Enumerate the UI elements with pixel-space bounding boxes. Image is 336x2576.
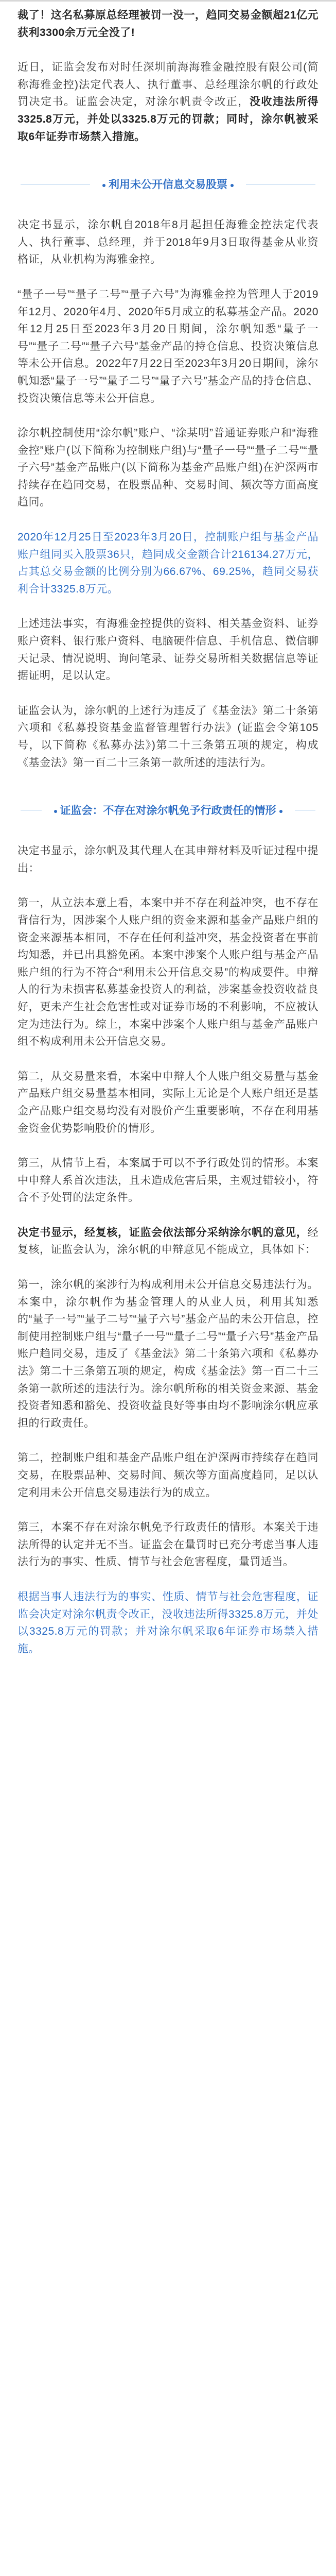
bullet-dot-icon bbox=[54, 810, 57, 813]
intro-paragraph: 裁了！这名私募原总经理被罚一没一，趋同交易金额超21亿元获利3300余万元全没了! bbox=[17, 9, 319, 39]
review-point-2: 第二，控制账户组和基金产品账户组在沪深两市持续存在趋同交易，在股票品种、交易时间、频次等方面高度趋同，足以认定利用未公开信息交易违法行为的成立。 bbox=[17, 1452, 319, 1499]
penalty-paragraph: 根据当事人违法行为的事实、性质、情节与社会危害程度，证监会决定对涂尔帆责令改正，没收违法所得3325.8万元，并处以3325.8万元的罚款；并对涂尔帆采取6年证券市场禁入措施。 bbox=[17, 1590, 319, 1655]
summary-paragraph bbox=[17, 59, 319, 145]
fact-paragraph-2: “量子一号”“量子二号”“量子六号”为海雅金控为管理人于2019年12月、2020年4月、2020年5月成立的私募基金产品。2020年12月25日至2023年3月20日期间，涂尔帆知悉“量子一号”“量子二号”“量子六号”基金产品的持仓信息、投资决策信息等未公开信息。2022年7月22日至2023年3月20日期间，涂尔帆知悉“量子一号”“量子二号”“量子六号”基金产品的持仓信息、投资决策信息等未公开信息。 bbox=[17, 288, 319, 404]
ruling-paragraph: 证监会认为，涂尔帆的上述行为违反了《基金法》第二十条第六项和《私募投资基金监督管理暂行办法》(证监会令第105号，以下简称《私募办法》)第二十三条第五项的规定，构成《基金法》第一百二十三条第一款所述的违法行为。 bbox=[17, 704, 319, 769]
top-divider bbox=[0, 0, 336, 2]
section-title-1: 利用未公开信息交易股票 bbox=[90, 176, 246, 192]
defense-point-1: 第一，从立法本意上看，本案中并不存在利益冲突，也不存在背信行为，因涉案个人账户组的资金来源和基金产品账户组的资金来源基本相同，不存在任何利益冲突，基金投资者在事前均知悉，并已出具豁免函。本案中涉案个人账户组与基金产品账户组的行为不符合“利用未公开信息交易”的构成要件。申辩人的行为未损害私募基金投资人的利益，涉案基金投资收益良好，更未产生社会危害性或对证券市场的不利影响，不应被认定为违法行为。综上，本案中涉案个人账户组与基金产品账户组不构成利用未公开信息交易。 bbox=[17, 897, 319, 1048]
fact-paragraph-1: 决定书显示，涂尔帆自2018年8月起担任海雅金控法定代表人、执行董事、总经理，并于2018年9月3日取得基金从业资格证，从业机构为海雅金控。 bbox=[17, 219, 319, 266]
fact-paragraph-3: 涂尔帆控制使用“涂尔帆”账户、“涂某明”普通证券账户和“海雅金控”账户(以下简称为控制账户组)与“量子一号”“量子二号”“量子六号”基金产品账户(以下简称为基金产品账户组)在沪深两市持续存在趋同交易，在股票品种、交易时间、频次等方面高度趋同。 bbox=[17, 427, 319, 509]
trading-stats-paragraph: 2020年12月25日至2023年3月20日，控制账户组与基金产品账户组同买入股票36只，趋同成交金额合计216134.27万元，占其总交易金额的比例分别为66.67%、69.25%，趋同交易获利合计3325.8万元。 bbox=[17, 531, 319, 595]
review-point-1: 第一，涂尔帆的案涉行为构成利用未公开信息交易违法行为。本案中，涂尔帆作为基金管理人的从业人员，利用其知悉的“量子一号”“量子二号”“量子六号”基金产品的未公开信息，控制使用控制账户组与“量子一号”“量子二号”“量子六号”基金产品账户趋同交易，违反了《基金法》第二十条第六项和《私募办法》第二十三条第五项的规定，构成《基金法》第一百二十三条第一款所述的违法行为。涂尔帆所称的相关资金来源、基金投资者知悉和豁免、投资收益良好等事由均不影响涂尔帆应承担的行政责任。 bbox=[17, 1279, 319, 1429]
review-bold-lead: 决定书显示，经复核，证监会依法部分采纳涂尔帆的意见， bbox=[17, 1226, 308, 1239]
defense-intro-paragraph: 决定书显示，涂尔帆及其代理人在其申辩材料及听证过程中提出： bbox=[17, 845, 319, 874]
summary-text: 近日，证监会发布对时任深圳前海海雅金融控股有限公司(简称海雅金控)法定代表人、执行董事、总经理涂尔帆的行政处罚决定书。证监会决定，对涂尔帆责令改正， bbox=[17, 61, 319, 108]
evidence-paragraph: 上述违法事实，有海雅金控提供的资料、相关基金资料、证券账户资料、银行账户资料、电脑硬件信息、手机信息、微信聊天记录、情况说明、询问笔录、证券交易所相关数据信息等证据证明，足以认定。 bbox=[17, 618, 319, 682]
review-intro-text: 经复核，证监会认为，涂尔帆的申辩意见不能成立，具体如下： bbox=[17, 1226, 319, 1256]
review-point-3: 第三，本案不存在对涂尔帆免予行政责任的情形。本案关于违法所得的认定并无不当。证监会在量罚时已充分考虑当事人违法行为的事实、性质、情节与社会危害程度，量罚适当。 bbox=[17, 1521, 319, 1568]
summary-bold-text: 没收违法所得3325.8万元，并处以3325.8万元的罚款；同时，涂尔帆被采取6年证券市场禁入措施。 bbox=[17, 96, 319, 143]
section-header-2 bbox=[0, 802, 336, 818]
bullet-dot-icon bbox=[231, 184, 234, 187]
review-intro-paragraph bbox=[17, 1224, 319, 1259]
bullet-dot-icon bbox=[102, 184, 105, 187]
defense-point-2: 第二，从交易量来看，本案中申辩人个人账户组交易量与基金产品账户组交易量基本相同，实际上无论是个人账户组还是基金产品账户组交易均没有对股价产生重要影响，不存在利用基金资金优势影响股价的情形。 bbox=[17, 1070, 319, 1134]
defense-point-3: 第三，从情节上看，本案属于可以不予行政处罚的情形。本案中申辩人系首次违法，且未造成危害后果，主观过错较小，符合不予处罚的法定条件。 bbox=[17, 1157, 319, 1204]
bullet-dot-icon bbox=[279, 810, 282, 813]
section-header-1 bbox=[0, 176, 336, 192]
section-title-2: 证监会：不存在对涂尔帆免予行政责任的情形 bbox=[42, 802, 295, 818]
